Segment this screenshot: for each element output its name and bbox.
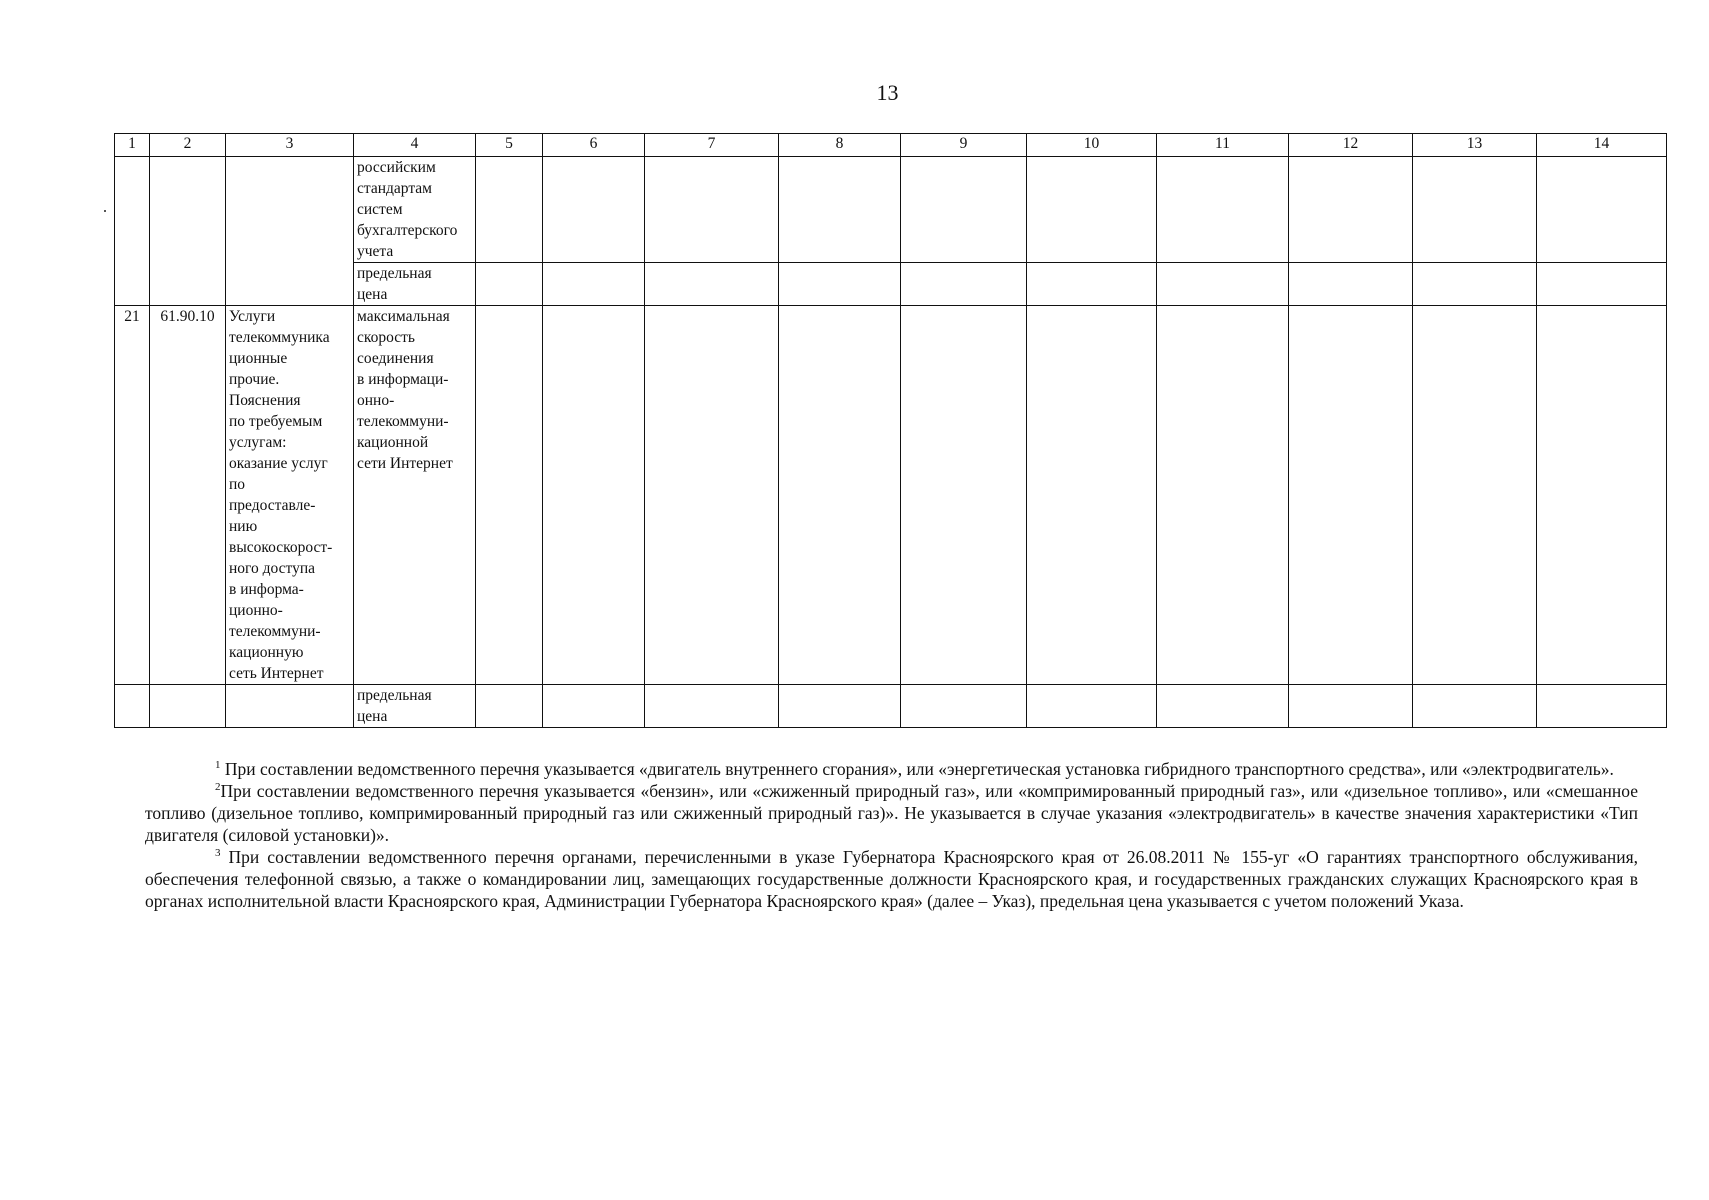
- footnote-text: При составлении ведомственного перечня органами, перечисленными в указе Губернатора Красноярского края от 26.08.2011 № 155-уг «О гарантиях транспортного обслуживания, обеспечения телефонной связью, а также о командировании лиц, замещающих государственные должности Красноярского края, и государственных гражданских служащих Красноярского края в органах исполнительной власти Красноярского края, Администрации Губернатора Красноярского края» (далее – Указ), предельная цена указывается с учетом положений Указа.: [145, 847, 1638, 911]
- empty-cell: [1027, 157, 1157, 263]
- empty-cell: [543, 263, 645, 306]
- empty-cell: [1027, 306, 1157, 685]
- empty-cell: [1027, 685, 1157, 728]
- footnote-2: [145, 780, 1638, 846]
- column-header-14: 14: [1537, 134, 1667, 157]
- empty-cell: [779, 157, 901, 263]
- table-row: [115, 685, 1667, 728]
- empty-cell: [476, 157, 543, 263]
- item-name-cell: [226, 157, 354, 306]
- footnote-mark: 2: [215, 781, 221, 793]
- empty-cell: [1537, 157, 1667, 263]
- okpd-code-cell: 61.90.10: [150, 306, 226, 685]
- requirements-table: [114, 133, 1667, 728]
- column-header-2: 2: [150, 134, 226, 157]
- empty-cell: [1157, 306, 1289, 685]
- characteristic-cell: предельная цена: [354, 263, 476, 306]
- table-row: [115, 157, 1667, 263]
- row-number-cell: [115, 685, 150, 728]
- column-header-9: 9: [901, 134, 1027, 157]
- empty-cell: [1289, 685, 1413, 728]
- column-header-3: 3: [226, 134, 354, 157]
- footnote-3: [145, 846, 1638, 912]
- empty-cell: [779, 685, 901, 728]
- column-header-11: 11: [1157, 134, 1289, 157]
- empty-cell: [645, 263, 779, 306]
- column-header-5: 5: [476, 134, 543, 157]
- table-header-row: [115, 134, 1667, 157]
- okpd-code-cell: [150, 685, 226, 728]
- item-name-cell: [226, 685, 354, 728]
- empty-cell: [543, 685, 645, 728]
- footnote-text: При составлении ведомственного перечня указывается «двигатель внутреннего сгорания», или «энергетическая установка гибридного транспортного средства», или «электродвигатель».: [224, 759, 1614, 779]
- footnote-mark: 3: [215, 847, 221, 859]
- row-number-cell: 21: [115, 306, 150, 685]
- empty-cell: [645, 157, 779, 263]
- empty-cell: [1157, 685, 1289, 728]
- empty-cell: [901, 157, 1027, 263]
- empty-cell: [476, 685, 543, 728]
- characteristic-cell: предельная цена: [354, 685, 476, 728]
- empty-cell: [779, 306, 901, 685]
- scan-speck: [104, 210, 106, 212]
- column-header-10: 10: [1027, 134, 1157, 157]
- footnote-mark: 1: [215, 759, 221, 771]
- empty-cell: [1537, 685, 1667, 728]
- characteristic-cell: максимальная скорость соединения в информаци- онно- телекоммуни- кационной сети Интернет: [354, 306, 476, 685]
- empty-cell: [1413, 306, 1537, 685]
- column-header-1: 1: [115, 134, 150, 157]
- empty-cell: [1413, 263, 1537, 306]
- empty-cell: [1157, 263, 1289, 306]
- column-header-7: 7: [645, 134, 779, 157]
- item-name-cell: Услуги телекоммуника ционные прочие. Пояснения по требуемым услугам: оказание услуг по предоставле- нию высокоскорост- ного доступа в информа- ционно- телекоммуни- кационную сеть Интернет: [226, 306, 354, 685]
- footnote-1: [145, 758, 1638, 780]
- empty-cell: [779, 263, 901, 306]
- empty-cell: [901, 263, 1027, 306]
- empty-cell: [543, 157, 645, 263]
- column-header-6: 6: [543, 134, 645, 157]
- empty-cell: [1289, 263, 1413, 306]
- empty-cell: [1537, 263, 1667, 306]
- empty-cell: [1027, 263, 1157, 306]
- column-header-13: 13: [1413, 134, 1537, 157]
- empty-cell: [1537, 306, 1667, 685]
- empty-cell: [476, 306, 543, 685]
- empty-cell: [645, 685, 779, 728]
- table-row: [115, 306, 1667, 685]
- okpd-code-cell: [150, 157, 226, 306]
- page-number: 13: [876, 80, 899, 105]
- empty-cell: [901, 685, 1027, 728]
- column-header-8: 8: [779, 134, 901, 157]
- empty-cell: [543, 306, 645, 685]
- footnotes: [145, 758, 1638, 912]
- empty-cell: [901, 306, 1027, 685]
- empty-cell: [645, 306, 779, 685]
- empty-cell: [476, 263, 543, 306]
- characteristic-cell: российским стандартам систем бухгалтерского учета: [354, 157, 476, 263]
- empty-cell: [1157, 157, 1289, 263]
- empty-cell: [1413, 157, 1537, 263]
- footnote-text: При составлении ведомственного перечня указывается «бензин», или «сжиженный природный газ», или «компримированный природный газ», или «дизельное топливо», или «смешанное топливо (дизельное топливо, компримированный природный газ или сжиженный природный газ)». Не указывается в случае указания «электродвигатель» в качестве значения характеристики «Тип двигателя (силовой установки)».: [145, 781, 1638, 845]
- empty-cell: [1289, 157, 1413, 263]
- empty-cell: [1289, 306, 1413, 685]
- column-header-12: 12: [1289, 134, 1413, 157]
- empty-cell: [1413, 685, 1537, 728]
- row-number-cell: [115, 157, 150, 306]
- column-header-4: 4: [354, 134, 476, 157]
